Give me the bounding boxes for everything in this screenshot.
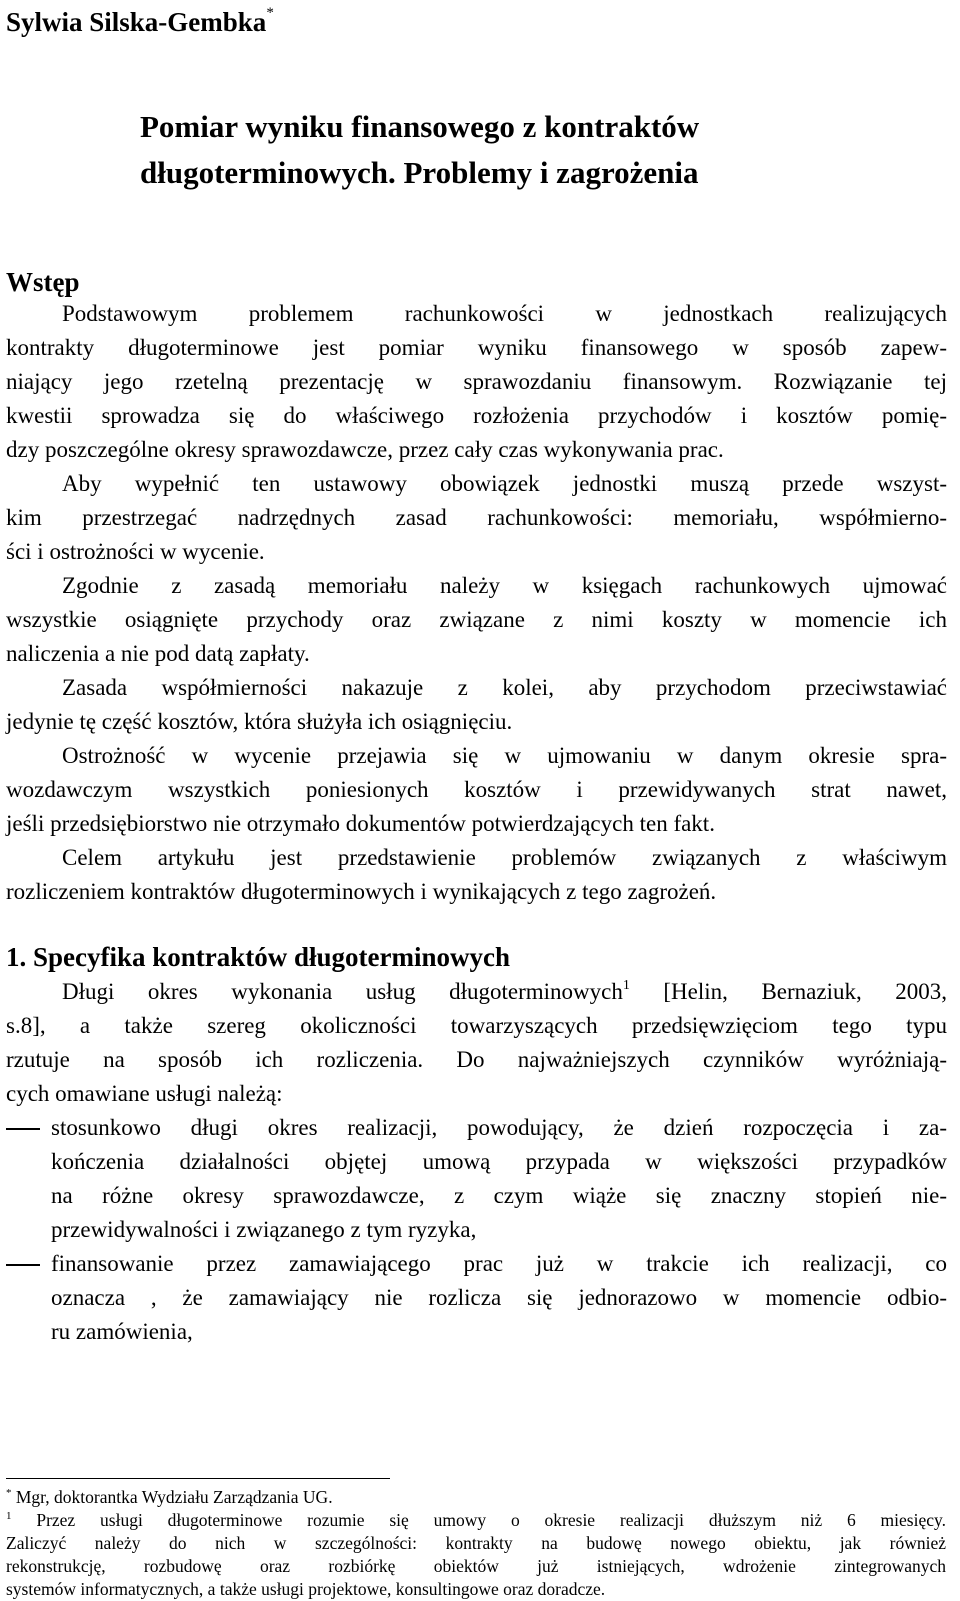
footnote-1-mark: 1 xyxy=(6,1510,12,1522)
footnote-author-mark: * xyxy=(6,1487,12,1499)
bullet-dash-1 xyxy=(6,1128,40,1130)
footnote-1-line-1 xyxy=(6,1509,946,1532)
intro-line-2: kontrakty długoterminowe jest pomiar wyniku finansowego w sposób zapew- xyxy=(6,335,947,360)
intro-line-5: dzy poszczególne okresy sprawozdawcze, przez cały czas wykonywania prac. xyxy=(6,437,724,462)
intro-line-4: kwestii sprowadza się do właściwego rozłożenia przychodów i kosztów pomię- xyxy=(6,403,947,428)
author-footnote-mark: * xyxy=(266,5,274,21)
bullet-2-line-1: finansowanie przez zamawiającego prac już w trakcie ich realizacji, co xyxy=(51,1251,947,1276)
intro-line-15: wozdawczym wszystkich poniesionych kosztów i przewidywanych strat nawet, xyxy=(6,777,947,802)
intro-line-16: jeśli przedsiębiorstwo nie otrzymało dokumentów potwierdzających ten fakt. xyxy=(6,811,715,836)
bullet-2-line-2: oznacza , że zamawiający nie rozlicza się jednorazowo w momencie odbio- xyxy=(51,1285,947,1310)
footnote-author xyxy=(6,1486,946,1509)
intro-line-18: rozliczeniem kontraktów długoterminowych i wynikających z tego zagrożeń. xyxy=(6,879,717,904)
article-title-line-2: długoterminowych. Problemy i zagrożenia xyxy=(140,155,699,190)
footnote-1-line-1-text: Przez usługi długoterminowe rozumie się umowy o okresie realizacji dłuższym niż 6 miesięcy. xyxy=(11,1510,946,1530)
section-1-line-1-citation: [Helin, Bernaziuk, 2003, xyxy=(629,979,947,1004)
intro-line-3: niający jego rzetelną prezentację w sprawozdaniu finansowym. Rozwiązanie tej xyxy=(6,369,947,394)
section-1-line-1 xyxy=(62,975,947,1009)
footnote-1-line-4: systemów informatycznych, a także usługi projektowe, konsultingowe oraz doradcze. xyxy=(6,1579,606,1599)
article-title-line-1: Pomiar wyniku finansowego z kontraktów xyxy=(140,109,700,144)
intro-line-10: wszystkie osiągnięte przychody oraz związane z nimi koszty w momencie ich xyxy=(6,607,947,632)
bullet-2-line-3: ru zamówienia, xyxy=(51,1319,193,1344)
bullet-1-line-1: stosunkowo długi okres realizacji, powodujący, że dzień rozpoczęcia i za- xyxy=(51,1115,947,1140)
intro-line-11: naliczenia a nie pod datą zapłaty. xyxy=(6,641,310,666)
footnote-1-line-3: rekonstrukcję, rozbudowę oraz rozbiórkę obiektów już istniejących, wdrożenie zintegrowanych xyxy=(6,1556,946,1576)
intro-line-12: Zasada współmierności nakazuje z kolei, aby przychodom przeciwstawiać xyxy=(62,675,947,700)
intro-heading: Wstęp xyxy=(6,267,80,297)
section-1-heading: 1. Specyfika kontraktów długoterminowych xyxy=(6,942,511,972)
intro-line-14: Ostrożność w wycenie przejawia się w ujmowaniu w danym okresie spra- xyxy=(62,743,947,768)
section-1-line-1-text: Długi okres wykonania usług długoterminowych xyxy=(62,979,623,1004)
footnote-separator xyxy=(6,1478,390,1479)
section-1-line-3: rzutuje na sposób ich rozliczenia. Do najważniejszych czynników wyróżniają- xyxy=(6,1047,947,1072)
author-name xyxy=(6,2,274,42)
footnote-author-text: Mgr, doktorantka Wydziału Zarządzania UG. xyxy=(11,1487,333,1507)
intro-line-13: jedynie tę część kosztów, która służyła ich osiągnięciu. xyxy=(6,709,513,734)
intro-line-7: kim przestrzegać nadrzędnych zasad rachunkowości: memoriału, współmierno- xyxy=(6,505,947,530)
footnote-1-line-2: Zaliczyć należy do nich w szczególności: kontrakty na budowę nowego obiektu, jak również xyxy=(6,1533,946,1553)
intro-line-8: ści i ostrożności w wycenie. xyxy=(6,539,265,564)
intro-line-9: Zgodnie z zasadą memoriału należy w księgach rachunkowych ujmować xyxy=(62,573,947,598)
bullet-1-line-4: przewidywalności i związanego z tym ryzyka, xyxy=(51,1217,477,1242)
footnote-ref-1: 1 xyxy=(622,978,630,993)
bullet-1-line-2: kończenia działalności objętej umową przypada w większości przypadków xyxy=(51,1149,947,1174)
intro-line-6: Aby wypełnić ten ustawowy obowiązek jednostki muszą przede wszyst- xyxy=(62,471,947,496)
intro-line-1: Podstawowym problemem rachunkowości w jednostkach realizujących xyxy=(62,301,947,326)
author-name-text: Sylwia Silska-Gembka xyxy=(6,7,267,37)
bullet-dash-2 xyxy=(6,1264,40,1266)
section-1-line-4: cych omawiane usługi należą: xyxy=(6,1081,283,1106)
section-1-line-2: s.8], a także szereg okoliczności towarzyszących przedsięwzięciom tego typu xyxy=(6,1013,947,1038)
intro-line-17: Celem artykułu jest przedstawienie problemów związanych z właściwym xyxy=(62,845,947,870)
bullet-1-line-3: na różne okresy sprawozdawcze, z czym wiąże się znaczny stopień nie- xyxy=(51,1183,947,1208)
